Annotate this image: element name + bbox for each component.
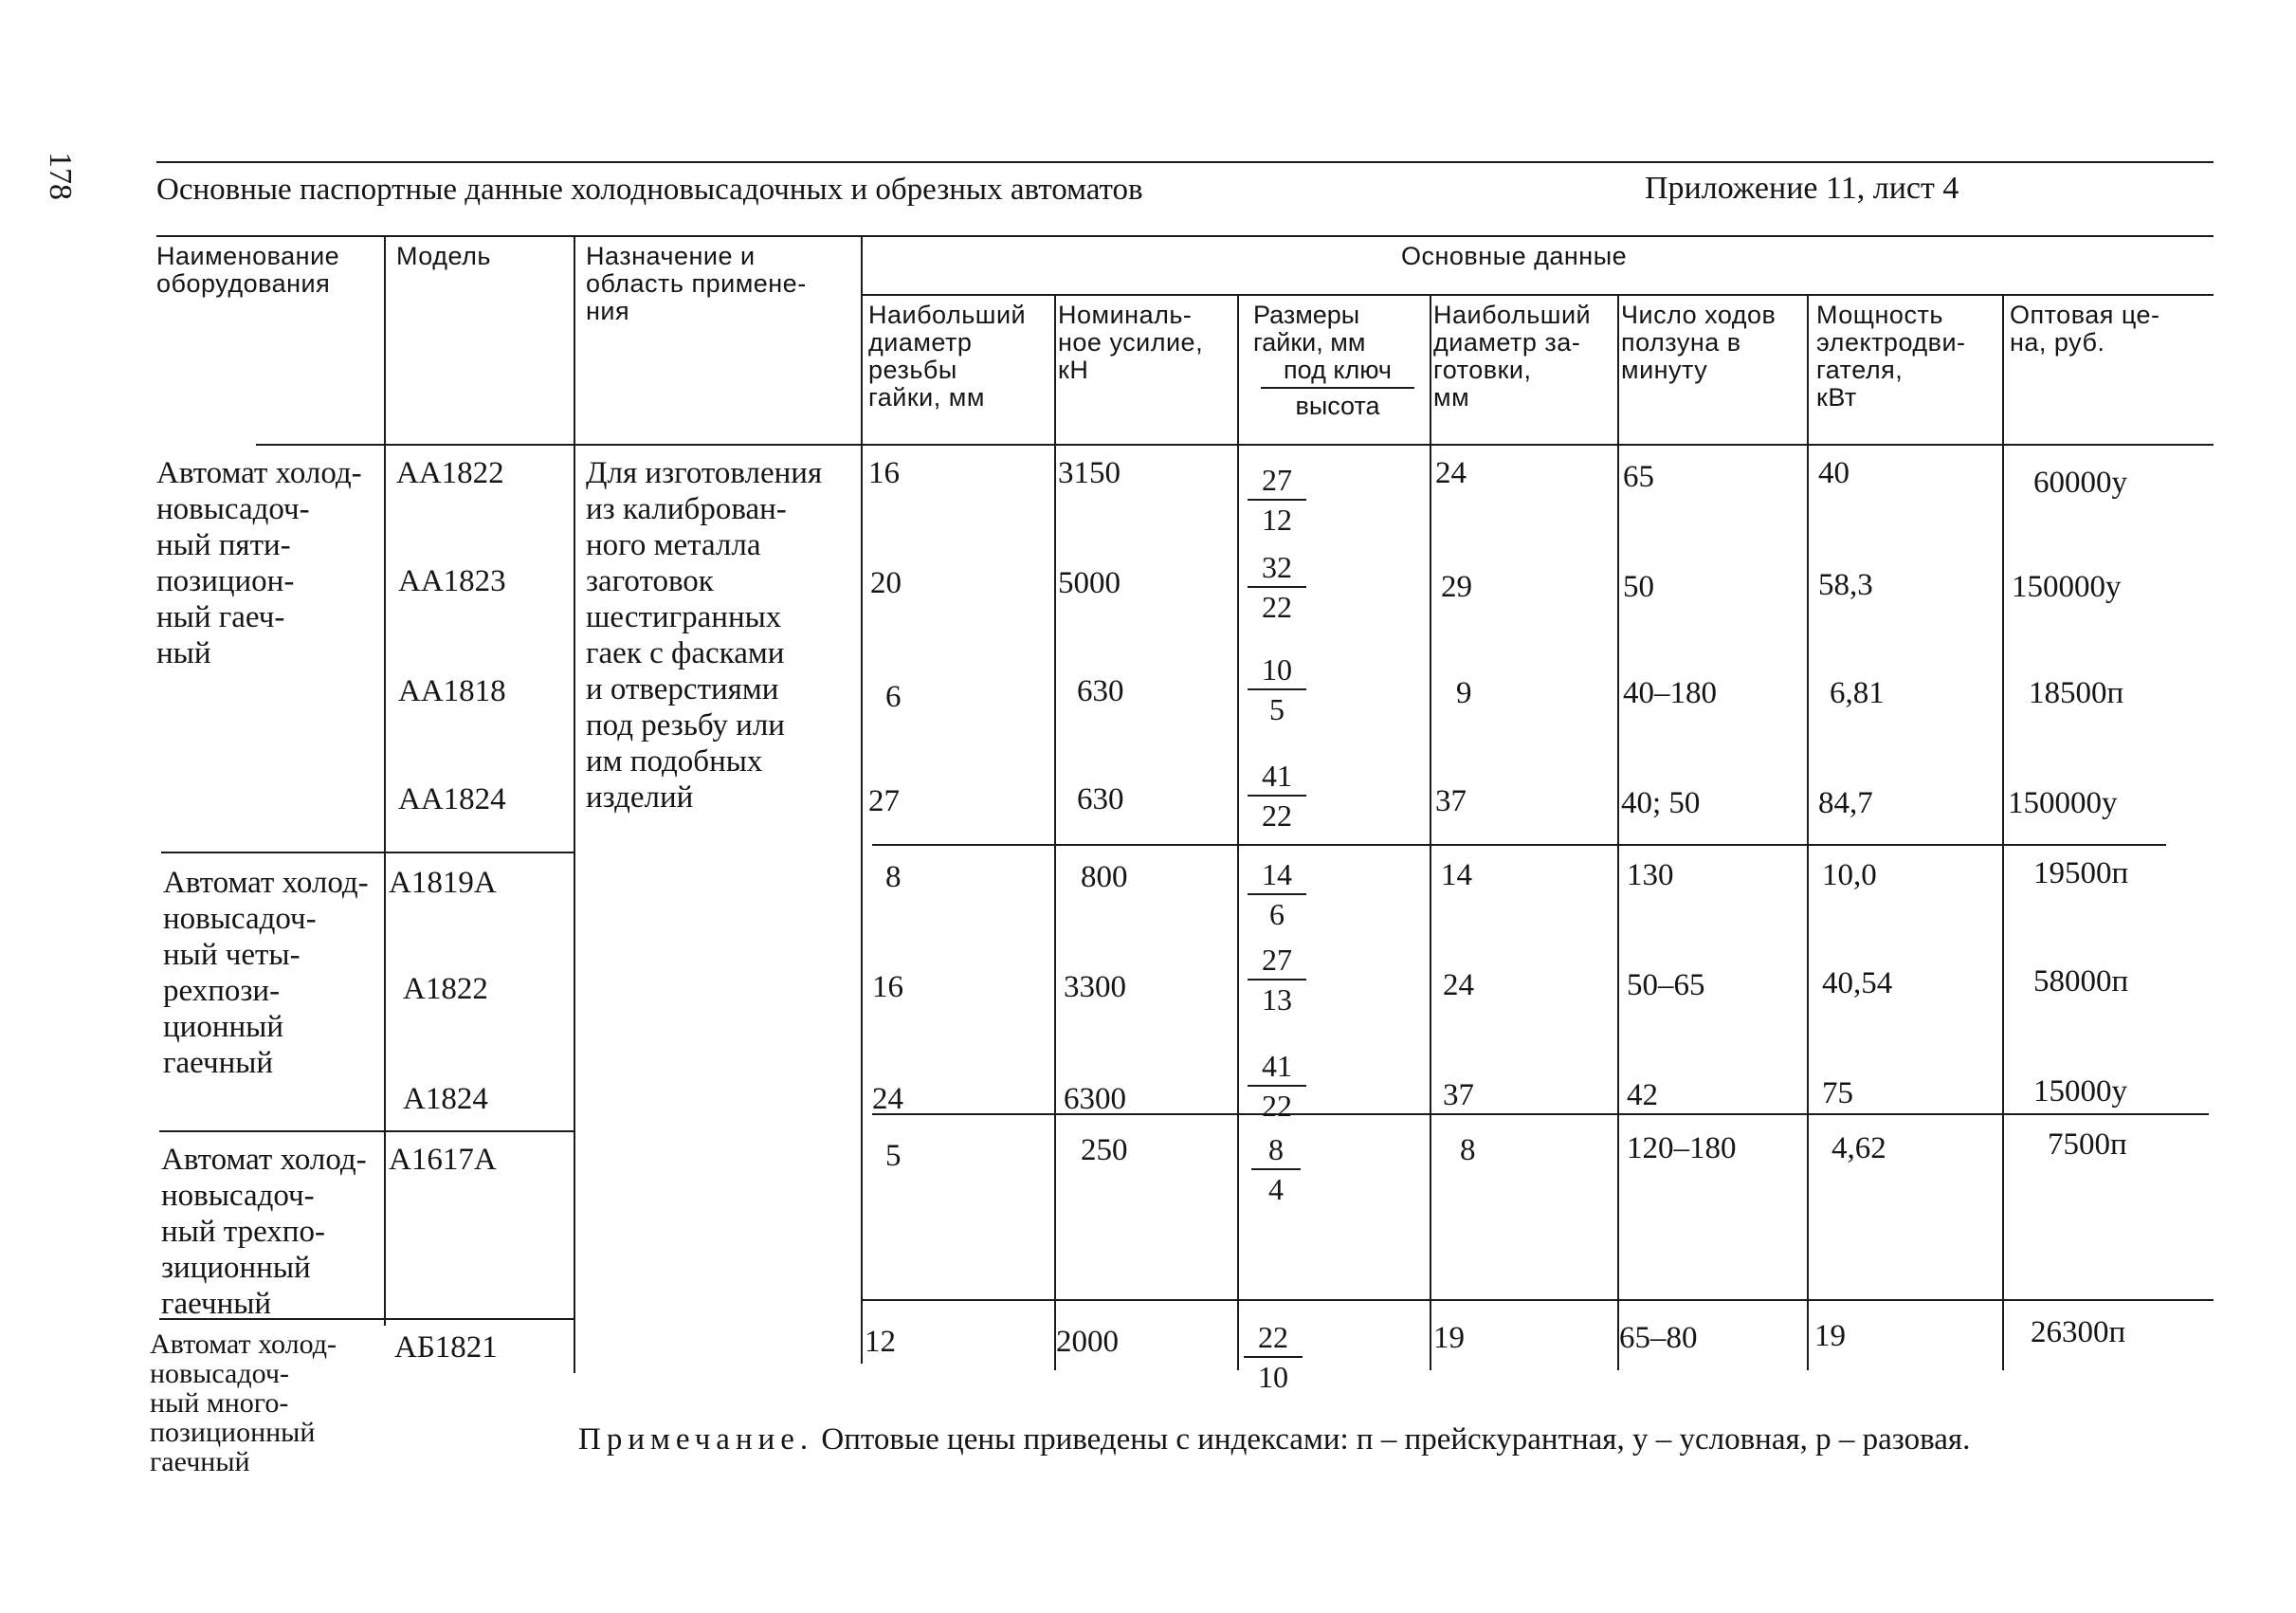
purpose-text: Для изготовления из калиброван- ного металла заготовок шестигранных гаек с фасками и отверстиями под резьбу или им подобных изделий <box>586 456 823 815</box>
thread-a1824: 24 <box>872 1082 903 1116</box>
header-nut-size-title: Размеры гайки, мм <box>1253 301 1366 357</box>
thread-a1822: 16 <box>872 970 903 1004</box>
blank-a1819a: 14 <box>1441 858 1472 892</box>
strokes-a1819a: 130 <box>1627 858 1674 892</box>
footnote-text: Оптовые цены приведены с индексами: п – прейскурантная, у – условная, р – разовая. <box>813 1422 1971 1457</box>
page-title: Основные паспортные данные холодновысадочных и обрезных автоматов <box>156 173 1143 207</box>
footnote-label: Примечание. <box>578 1422 814 1457</box>
nut-height-aa1823: 22 <box>1262 590 1292 624</box>
strokes-aa1818: 40–180 <box>1623 676 1717 710</box>
nut-size-aa1824 <box>1248 759 1306 833</box>
col-sep-strokes <box>1807 294 1809 1370</box>
blank-aa1818: 9 <box>1456 676 1472 710</box>
blank-a1822: 24 <box>1443 968 1474 1002</box>
model-a1824: А1824 <box>403 1082 488 1116</box>
nut-size-aa1823 <box>1248 550 1306 624</box>
model-aa1824: АА1824 <box>398 782 506 816</box>
blank-aa1822: 24 <box>1435 456 1467 490</box>
force-aa1818: 630 <box>1077 674 1124 708</box>
rule-group-2 <box>159 1130 574 1132</box>
power-aa1824: 84,7 <box>1818 786 1873 820</box>
power-a1824: 75 <box>1822 1076 1853 1110</box>
header-nut-size-height: высота <box>1295 392 1380 420</box>
nut-key-ab1821: 22 <box>1244 1320 1303 1358</box>
col-sep-thread <box>1054 294 1056 1370</box>
header-name: Наименование оборудования <box>156 242 340 298</box>
model-a1822: А1822 <box>403 972 488 1006</box>
header-max-thread: Наибольший диаметр резьбы гайки, мм <box>868 301 1027 412</box>
rule-header-top <box>156 235 2214 237</box>
power-a1617a: 4,62 <box>1831 1131 1886 1165</box>
rule-group-1 <box>161 852 574 853</box>
equipment-name-3: Автомат холод- новысадоч- ный трехпо- зиционный гаечный <box>161 1143 367 1321</box>
header-price: Оптовая це- на, руб. <box>2010 301 2160 357</box>
nut-height-aa1818: 5 <box>1269 692 1285 726</box>
thread-aa1824: 27 <box>868 784 900 818</box>
col-sep-blank <box>1617 294 1619 1370</box>
force-aa1823: 5000 <box>1058 566 1121 600</box>
model-aa1823: АА1823 <box>398 564 506 598</box>
force-aa1824: 630 <box>1077 782 1124 816</box>
nut-key-aa1824: 41 <box>1248 759 1306 797</box>
power-a1822: 40,54 <box>1822 966 1893 1000</box>
nut-size-ab1821 <box>1244 1320 1303 1394</box>
thread-ab1821: 12 <box>865 1325 896 1359</box>
strokes-aa1824: 40; 50 <box>1621 786 1701 820</box>
header-model: Модель <box>396 242 491 270</box>
power-a1819a: 10,0 <box>1822 858 1877 892</box>
nut-height-a1824: 22 <box>1262 1089 1292 1123</box>
price-a1824: 15000у <box>2033 1074 2127 1109</box>
col-sep-power <box>2002 294 2004 1370</box>
header-nut-size-key: под ключ <box>1261 357 1414 389</box>
model-aa1822: АА1822 <box>396 456 504 490</box>
header-power: Мощность электродви- гателя, кВт <box>1816 301 1966 412</box>
nut-key-aa1818: 10 <box>1248 652 1306 690</box>
strokes-aa1822: 65 <box>1623 460 1654 494</box>
power-ab1821: 19 <box>1814 1319 1846 1353</box>
nut-key-aa1822: 27 <box>1248 463 1306 501</box>
blank-aa1824: 37 <box>1435 784 1467 818</box>
equipment-name-1: Автомат холод- новысадоч- ный пяти- позицион- ный гаеч- ный <box>156 456 362 670</box>
thread-aa1823: 20 <box>870 566 902 600</box>
col-sep-name <box>384 235 386 1326</box>
price-aa1823: 150000у <box>2012 570 2122 604</box>
nut-key-a1617a: 8 <box>1251 1132 1301 1170</box>
nut-height-aa1822: 12 <box>1262 503 1292 537</box>
rule-group-1-data <box>872 844 2166 846</box>
nut-key-a1819a: 14 <box>1248 857 1306 895</box>
rule-header-bottom <box>256 444 2214 446</box>
force-a1824: 6300 <box>1064 1082 1126 1116</box>
model-aa1818: АА1818 <box>398 674 506 708</box>
nut-height-aa1824: 22 <box>1262 798 1292 833</box>
nut-size-a1824 <box>1248 1049 1306 1123</box>
power-aa1822: 40 <box>1818 456 1850 490</box>
nut-height-ab1821: 10 <box>1258 1360 1288 1394</box>
model-a1819a: А1819А <box>389 866 497 900</box>
force-a1819a: 800 <box>1081 860 1128 894</box>
strokes-a1822: 50–65 <box>1627 968 1705 1002</box>
rule-top <box>156 161 2214 163</box>
force-a1822: 3300 <box>1064 970 1126 1004</box>
header-nominal-force: Номиналь- ное усилие, кН <box>1058 301 1204 384</box>
power-aa1823: 58,3 <box>1818 568 1873 602</box>
model-a1617a: А1617А <box>389 1143 497 1177</box>
nut-height-a1617a: 4 <box>1268 1172 1284 1206</box>
price-ab1821: 26300п <box>2031 1315 2126 1349</box>
model-ab1821: АБ1821 <box>394 1330 498 1365</box>
price-a1822: 58000п <box>2033 964 2129 999</box>
header-main-data: Основные данные <box>1401 242 1628 270</box>
thread-aa1822: 16 <box>868 456 900 490</box>
thread-a1617a: 5 <box>885 1139 902 1173</box>
appendix-label: Приложение 11, лист 4 <box>1645 171 1959 206</box>
force-ab1821: 2000 <box>1056 1325 1119 1359</box>
price-aa1818: 18500п <box>2029 676 2124 710</box>
blank-aa1823: 29 <box>1441 570 1472 604</box>
force-a1617a: 250 <box>1081 1133 1128 1167</box>
nut-size-a1819a <box>1248 857 1306 931</box>
nut-size-a1617a <box>1251 1132 1301 1206</box>
header-nut-size-fraction <box>1249 357 1426 420</box>
nut-key-aa1823: 32 <box>1248 550 1306 588</box>
price-aa1824: 150000у <box>2008 786 2118 820</box>
header-purpose: Назначение и область примене- ния <box>586 242 807 325</box>
force-aa1822: 3150 <box>1058 456 1121 490</box>
blank-a1824: 37 <box>1443 1078 1474 1112</box>
header-nut-size <box>1249 302 1426 420</box>
nut-height-a1819a: 6 <box>1269 897 1285 931</box>
strokes-a1824: 42 <box>1627 1078 1658 1112</box>
page-number: 178 <box>43 152 78 200</box>
nut-size-aa1818 <box>1248 652 1306 726</box>
price-a1819a: 19500п <box>2033 856 2129 890</box>
nut-key-a1824: 41 <box>1248 1049 1306 1087</box>
col-sep-model <box>574 235 575 1373</box>
price-aa1822: 60000у <box>2033 466 2127 500</box>
thread-a1819a: 8 <box>885 860 902 894</box>
header-max-blank: Наибольший диаметр за- готовки, мм <box>1433 301 1592 412</box>
price-a1617a: 7500п <box>2048 1127 2127 1162</box>
rule-main-data <box>863 294 2214 296</box>
equipment-name-4: Автомат холод- новысадоч- ный много- позиционный гаечный <box>150 1329 337 1477</box>
header-strokes: Число ходов ползуна в минуту <box>1621 301 1777 384</box>
col-sep-purpose <box>861 235 863 1364</box>
thread-aa1818: 6 <box>885 680 902 714</box>
blank-a1617a: 8 <box>1460 1133 1476 1167</box>
blank-ab1821: 19 <box>1433 1321 1465 1355</box>
strokes-aa1823: 50 <box>1623 570 1654 604</box>
nut-size-a1822 <box>1248 943 1306 1017</box>
strokes-a1617a: 120–180 <box>1627 1131 1737 1165</box>
nut-size-aa1822 <box>1248 463 1306 537</box>
nut-key-a1822: 27 <box>1248 943 1306 981</box>
nut-height-a1822: 13 <box>1262 982 1292 1017</box>
col-sep-force <box>1237 294 1239 1370</box>
col-sep-size <box>1430 294 1431 1370</box>
power-aa1818: 6,81 <box>1830 676 1885 710</box>
equipment-name-2: Автомат холод- новысадоч- ный четы- рехпози- ционный гаечный <box>163 866 369 1080</box>
footnote <box>578 1422 1970 1457</box>
strokes-ab1821: 65–80 <box>1619 1321 1698 1355</box>
rule-group-3-data <box>863 1299 2214 1301</box>
